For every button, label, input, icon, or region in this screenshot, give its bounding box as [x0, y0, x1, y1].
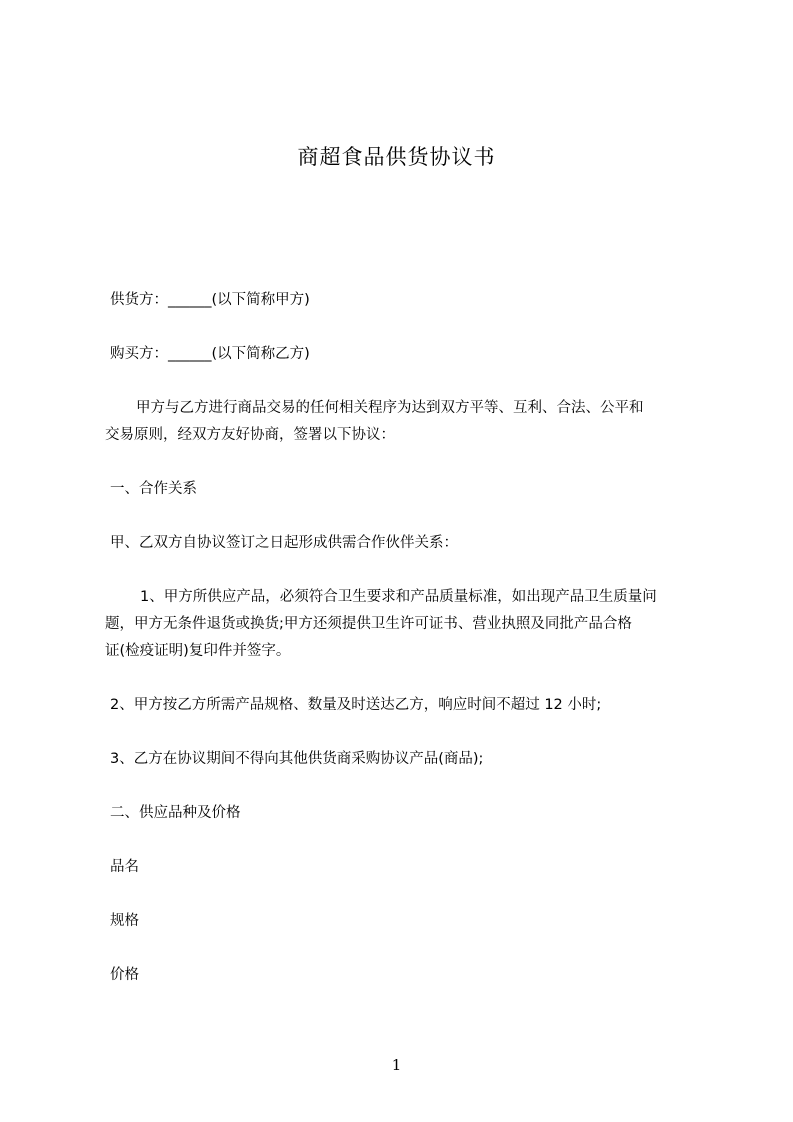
- document-title: 商超食品供货协议书: [297, 145, 496, 169]
- intro-line-2: 交易原则，经双方友好协商，签署以下协议：: [105, 427, 395, 443]
- clause-1-line-2: 题，甲方无条件退货或换货;甲方还须提供卫生许可证书、营业执照及同批产品合格: [105, 616, 632, 632]
- buyer-line: 购买方：______(以下简称乙方): [110, 346, 310, 362]
- section2-heading: 二、供应品种及价格: [110, 805, 241, 821]
- intro-paragraph: [105, 395, 700, 449]
- intro-line-1: 甲方与乙方进行商品交易的任何相关程序为达到双方平等、互利、合法、公平和: [136, 400, 644, 416]
- field-product-name: 品名: [110, 859, 139, 875]
- clause-2: 2、甲方按乙方所需产品规格、数量及时送达乙方，响应时间不超过 12 小时;: [110, 697, 602, 713]
- page-number: 1: [391, 1056, 402, 1074]
- supplier-line: 供货方：______(以下简称甲方): [110, 292, 310, 308]
- clause-1-line-1: 1、甲方所供应产品，必须符合卫生要求和产品质量标准，如出现产品卫生质量问: [140, 589, 657, 605]
- clause-1-line-3: 证(检疫证明)复印件并签字。: [105, 643, 291, 659]
- clause-3: 3、乙方在协议期间不得向其他供货商采购协议产品(商品);: [110, 751, 484, 767]
- field-specification: 规格: [110, 913, 139, 929]
- clause-1: [105, 584, 700, 665]
- section1-lead: 甲、乙双方自协议签订之日起形成供需合作伙伴关系：: [110, 535, 458, 551]
- field-price: 价格: [110, 967, 139, 983]
- section1-heading: 一、合作关系: [110, 481, 197, 497]
